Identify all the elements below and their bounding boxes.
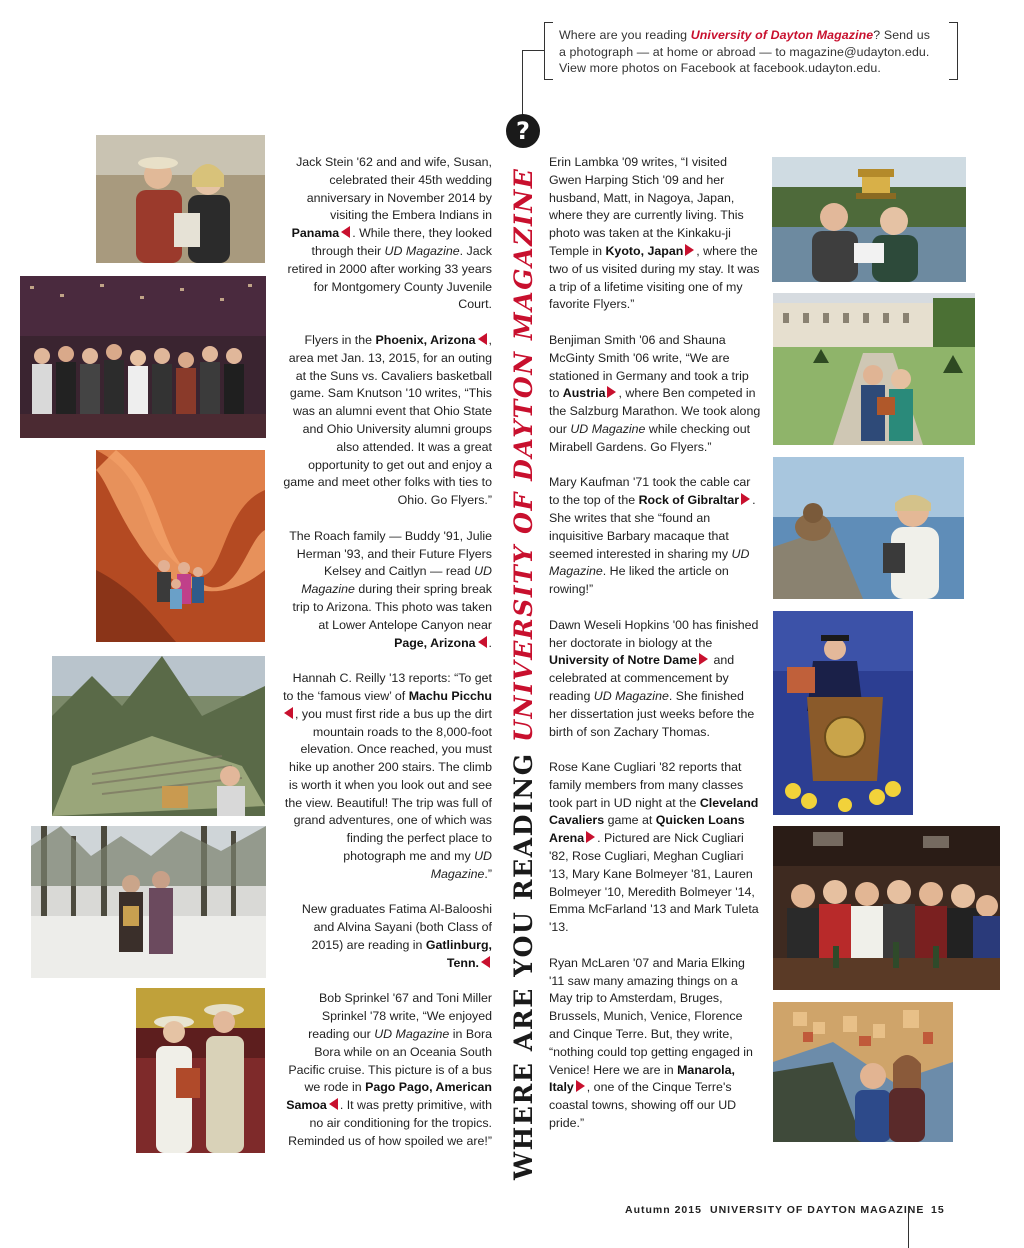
footer-magazine-name: UNIVERSITY OF DAYTON MAGAZINE <box>710 1204 925 1216</box>
arrow-left-icon <box>341 226 350 238</box>
entry-page-arizona: The Roach family — Buddy '91, Julie Herman '93, and their Future Flyers Kelsey and Caitlyn — read UD Magazine during their spring break trip to Arizona. This photo was taken at Lower Antelope Canyon near Page, Arizona . <box>289 528 492 650</box>
left-text-column <box>282 154 492 1168</box>
entry-gibraltar: Mary Kaufman '71 took the cable car to the top of the Rock of Gibraltar . She writes that she “found an inquisitive Barbary macaque that seemed interested in sharing my UD Magazine. He liked the article on rowing!” <box>549 475 756 597</box>
photo-kyoto-temple <box>772 157 966 282</box>
photo-pago-pago-couple <box>136 988 265 1153</box>
photo-gibraltar-macaque <box>773 457 964 599</box>
arrow-right-icon <box>699 653 708 665</box>
entry-kyoto: Erin Lambka '09 writes, “I visited Gwen Harping Stich '09 and her husband, Matt, in Nagoya, Japan, where they are currently living. This photo was taken at the Kinkaku-ji Temple in Kyoto, Japan , where the two of us visited during my stay. It was a trip of a lifetime visiting one of my favorite Flyers.” <box>549 155 760 312</box>
arrow-left-icon <box>481 956 490 968</box>
arrow-right-icon <box>576 1080 585 1092</box>
arrow-left-icon <box>478 333 487 345</box>
callout-magazine-name: University of Dayton Magazine <box>690 28 874 42</box>
arrow-right-icon <box>741 493 750 505</box>
arrow-right-icon <box>586 831 595 843</box>
entry-phoenix: Flyers in the Phoenix, Arizona , area met Jan. 13, 2015, for an outing at the Suns vs. Cavaliers basketball game. Sam Knutson '10 writes, “This was an alumni event that Ohio State and Ohio University alumni groups also attended. It was a great opportunity to get out and enjoy a game and meet other folks with ties to Ohio. Go Flyers.” <box>283 332 492 508</box>
photo-manarola-couple <box>773 1002 953 1142</box>
arrow-left-icon <box>284 707 293 719</box>
photo-cavaliers-group <box>773 826 1000 990</box>
entry-machu-picchu: Hannah C. Reilly '13 reports: “To get to the ‘famous view’ of Machu Picchu, you must first ride a bus up the dirt mountain roads to the 8,000-foot elevation. Once reached, you must hike up another 200 stairs. The climb is worth it when you look out and see the view. Beautiful! The trip was full of grand adventures, one of which was finding the perfect place to photograph me and my UD Magazine.” <box>283 671 492 881</box>
photo-machu-picchu <box>52 656 265 816</box>
arrow-right-icon <box>685 244 694 256</box>
callout-text: Where are you reading University of Dayton Magazine? Send us a photograph — at home or abroad — to magazine@udayton.edu. View more photos on Facebook at facebook.udayton.edu. <box>559 28 930 75</box>
entry-panama: Jack Stein '62 and and wife, Susan, celebrated their 45th wedding anniversary in November 2014 by visiting the Embera Indians in Panama . While there, they looked through their UD Magazine. Jack retired in 2000 after working 33 years for Montgomery County Juvenile Court. <box>287 155 492 312</box>
photo-notre-dame-commencement <box>773 611 913 815</box>
callout-connector-vertical <box>522 50 523 116</box>
photo-antelope-canyon <box>96 450 265 642</box>
arrow-right-icon <box>607 386 616 398</box>
callout-bracket-right <box>949 22 958 80</box>
photo-gatlinburg-graduates <box>31 826 266 978</box>
page-number: 15 <box>931 1204 945 1216</box>
submission-callout <box>544 22 958 78</box>
entry-pago-pago: Bob Sprinkel '67 and Toni Miller Sprinkel '78 write, “We enjoyed reading our UD Magazine in Bora Bora while on an Oceania South Pacific cruise. This picture is of a bus we rode in Pago Pago, American Samoa . It was pretty primitive, with no air conditioning for the tropics. Reminded us of how spoiled we are!” <box>286 991 492 1148</box>
photo-mirabell-gardens <box>773 293 975 445</box>
entry-manarola: Ryan McLaren '07 and Maria Elking '11 saw many amazing things on a May trip to Amsterdam, Bruges, Brussels, Munich, Venice, Florence and Cinque Terre. But, they write, “nothing could top getting engaged in Venice! Here we are in Manarola, Italy , one of the Cinque Terre's coastal towns, showing off our UD pride.” <box>549 955 753 1131</box>
footer-divider <box>908 1206 909 1248</box>
entry-austria: Benjiman Smith '06 and Shauna McGinty Smith '06 write, “We are stationed in Germany and took a trip to Austria , where Ben competed in the Salzburg Marathon. We took along our UD Magazine while checking out Mirabell Gardens. Go Flyers.” <box>549 332 761 454</box>
callout-bracket-left <box>544 22 553 80</box>
entry-notre-dame: Dawn Weseli Hopkins '00 has finished her doctorate in biology at the University of Notre Dame and celebrated at commencement by reading UD Magazine. She finished her dissertation just weeks before the birth of son Zachary Thomas. <box>549 617 759 739</box>
footer-season: Autumn 2015 <box>625 1204 702 1216</box>
entry-gatlinburg: New graduates Fatima Al-Balooshi and Alvina Sayani (both Class of 2015) are reading in Gatlinburg, Tenn. <box>301 902 492 970</box>
arrow-left-icon <box>478 636 487 648</box>
question-mark-icon: ? <box>506 114 540 148</box>
callout-connector <box>522 50 544 51</box>
right-text-column <box>549 154 761 1151</box>
arrow-left-icon <box>329 1098 338 1110</box>
photo-phoenix-arena <box>20 276 266 438</box>
entry-cleveland: Rose Kane Cugliari '82 reports that family members from many classes took part in UD night at the Cleveland Cavaliers game at Quicken Loans Arena . Pictured are Nick Cugliari '82, Rose Cugliari, Meghan Cugliari '13, Mary Kane Bolmeyer '81, Lauren Bolmeyer '10, Meredith Bolmeyer '14, Emma McFarland '13 and Mark Tuleta '13. <box>549 760 759 935</box>
vertical-section-title: WHERE ARE YOU READING UNIVERSITY OF DAYTON MAGAZINE <box>509 167 538 1180</box>
photo-panama-couple <box>96 135 265 263</box>
